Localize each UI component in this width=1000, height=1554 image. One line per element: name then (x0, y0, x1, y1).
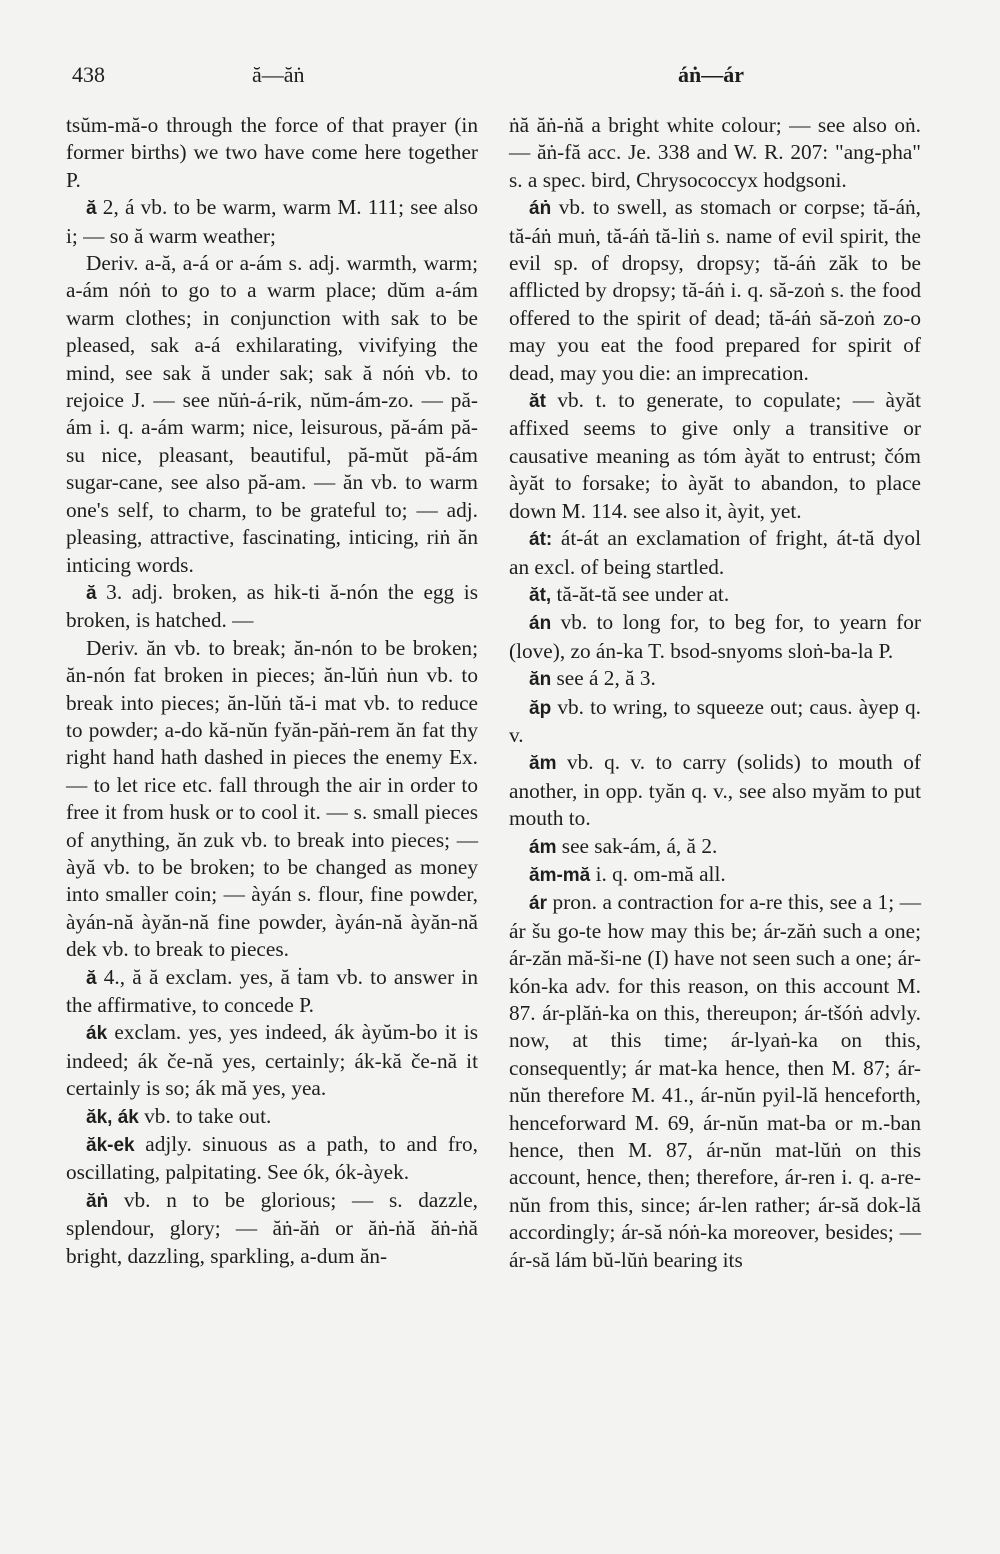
dictionary-entry (509, 609, 921, 665)
entry-text: i. q. om-mă all. (590, 861, 726, 886)
entry-headword: ăm (529, 753, 557, 775)
entry-text: 2, á vb. to be warm, warm M. 111; see also i; — so ă warm weather; (66, 195, 478, 248)
entry-text: vb. q. v. to carry (solids) to mouth of another, in opp. tyăn q. v., see also myăm to put mouth to. (509, 750, 921, 831)
entry-headword: áṅ (529, 198, 552, 220)
entry-headword: án (529, 613, 552, 635)
entry-headword: ăp (529, 697, 552, 719)
dictionary-entry (509, 833, 921, 861)
dictionary-entry (509, 112, 921, 194)
entry-headword: ák (86, 1023, 108, 1045)
dictionary-entry (509, 525, 921, 581)
entry-text: ṅă ăṅ-ṅă a bright white colour; — see also oṅ. — ăṅ-fă acc. Je. 338 and W. R. 207: "ang-pha" s. a spec. bird, Chrysococcyx hodgsoni. (509, 113, 921, 192)
entry-headword: ăṅ (86, 1190, 109, 1212)
dictionary-entry (66, 1103, 478, 1131)
entry-text: vb. to swell, as stomach or corpse; tă-áṅ, tă-áṅ muṅ, tă-áṅ tă-liṅ s. name of evil spirit, the evil sp. of dropsy, dropsy; tă-áṅ zăk to be afflicted by dropsy; tă-áṅ i. q. să-zoṅ s. the food offered to the spirit of dead; tă-áṅ să-zoṅ zo-o may you eat the food prepared for spirit of dead, may you die: an imprecation. (509, 195, 921, 385)
dictionary-entry (66, 579, 478, 635)
entry-text: adjly. sinuous as a path, to and fro, oscillating, palpitating. See ók, ók-àyek. (66, 1132, 478, 1185)
dictionary-entry (66, 635, 478, 964)
dictionary-entry (509, 194, 921, 387)
dictionary-entry (509, 581, 921, 609)
left-column (66, 112, 478, 1270)
entry-text: exclam. yes, yes indeed, ák àyŭm-bo it is indeed; ák če-nă yes, certainly; ák-kă če-nă it certainly is so; ák mă yes, yea. (66, 1020, 478, 1101)
entry-headword: ăk-ek (86, 1135, 135, 1157)
entry-text: tsŭm-mă-o through the force of that prayer (in former births) we two have come here together P. (66, 113, 478, 192)
entry-headword: ăt (529, 391, 546, 413)
entry-text: see sak-ám, á, ă 2. (556, 833, 718, 858)
page-number: 438 (72, 62, 105, 87)
dictionary-entry (509, 387, 921, 525)
entry-headword: ăk, ák (86, 1106, 139, 1128)
entry-text: vb. n to be glorious; — s. dazzle, splendour, glory; — ăṅ-ăṅ or ăṅ-ṅă ăṅ-ṅă bright, dazzling, sparkling, a-dum ăn- (66, 1187, 478, 1268)
entry-text: át-át an exclamation of fright, át-tă dyol an excl. of being startled. (509, 526, 921, 579)
entry-text: tă-ăt-tă see under at. (551, 581, 730, 606)
dictionary-entry (66, 194, 478, 250)
dictionary-entry (66, 250, 478, 579)
entry-headword: át: (529, 529, 553, 551)
entry-headword: ár (529, 893, 547, 915)
running-head-left: ă—ăṅ (252, 62, 305, 87)
dictionary-entry (66, 1131, 478, 1187)
entry-headword: ám (529, 836, 557, 858)
entry-text: Deriv. a-ă, a-á or a-ám s. adj. warmth, warm; a-ám nóṅ to go to a warm place; dŭm a-ám warm clothes; in conjunction with sak to be pleased, sak a-á exhilarating, vivifying the mind, see sak ă under sak; sak ă nóṅ vb. to rejoice J. — see nŭṅ-á-rik, nŭm-ám-zo. — pă-ám i. q. a-ám warm; nice, leisurous, pă-ám pă-su nice, pleasant, beautiful, pă-mŭt pă-ám sugar-cane, see also pă-am. — ăn vb. to warm one's self, to charm, to be grateful to; — adj. pleasing, attractive, fascinating, inticing, riṅ ăn inticing words. (66, 251, 478, 577)
entry-headword: ă (86, 582, 97, 604)
dictionary-entry (509, 694, 921, 750)
entry-text: 4., ă ă exclam. yes, ă ṫam vb. to answer in the affirmative, to concede P. (66, 964, 478, 1017)
entry-text: pron. a contraction for a-re this, see a 1; — ár šu go-te how may this be; ár-zăṅ such a one; ár-zăn mă-ši-ne (I) have not seen such a one; ár-kón-ka adv. for this reason, on this account M. 87. ár-plăṅ-ka on this, thereupon; ár-tšóṅ advly. now, at this time; ár-lyaṅ-ka on this, consequently; ár mat-ka hence, then M. 87; ár-nŭn therefore M. 41., ár-nŭn pyil-lă henceforth, henceforward M. 69, ár-nŭn mat-ba or m.-ban hence, then M. 87, ár-nŭn mat-lŭṅ on this account, hence, then; therefore, ár-ren i. q. a-re-nŭn from this, since; ár-len rather; ár-să dok-lă accordingly; ár-să nóṅ-ka moreover, besides; — ár-să lám bŭ-lŭṅ bearing its (509, 890, 921, 1272)
dictionary-entry (66, 964, 478, 1020)
entry-headword: ăn (529, 669, 552, 691)
entry-text: vb. t. to generate, to copulate; — àyăt affixed seems to give only a transitive or causative meaning as tóm àyăt to entrust; čóm àyăt to forsake; ṫo àyăt to abandon, to place down M. 114. see also it, àyit, yet. (509, 388, 921, 523)
entry-headword: ăm-mă (529, 864, 591, 886)
entry-headword: ăt, (529, 584, 552, 606)
entry-text: see á 2, ă 3. (551, 666, 656, 691)
dictionary-entry (509, 889, 921, 1274)
running-head-right: áṅ—ár (678, 62, 744, 87)
dictionary-entry (509, 749, 921, 832)
dictionary-entry (66, 1019, 478, 1102)
entry-text: vb. to take out. (138, 1103, 272, 1128)
dictionary-entry (66, 112, 478, 194)
entry-headword: ă (86, 967, 97, 989)
entry-headword: ă (86, 198, 97, 220)
dictionary-entry (509, 861, 921, 889)
dictionary-entry (66, 1187, 478, 1270)
entry-text: vb. to long for, to beg for, to yearn for (love), zo án-ka T. bsod-snyoms sloṅ-ba-la P. (509, 610, 921, 663)
dictionary-entry (509, 665, 921, 693)
right-column (509, 112, 921, 1274)
entry-text: 3. adj. broken, as hik-ti ă-nón the egg is broken, is hatched. — (66, 579, 478, 633)
entry-text: Deriv. ăn vb. to break; ăn-nón to be broken; ăn-nón fat broken in pieces; ăn-lŭṅ ṅun vb. to break into pieces; ăn-lŭṅ tă-i mat vb. to reduce to powder; a-do kă-nŭn fyăn-păṅ-rem ăn fat thy right hand hath dashed in pieces the enemy Ex. — to let rice etc. fall through the air in order to free it from husk or to cool it. — s. small pieces of anything, ăn zuk vb. to break into pieces; — àyă vb. to be broken; to be changed as money into smaller coin; — àyán s. flour, fine powder, àyán-nă àyăn-nă fine powder, àyán-nă àyăn-nă dek vb. to break to pieces. (66, 635, 478, 962)
entry-text: vb. to wring, to squeeze out; caus. àyep q. v. (509, 694, 921, 747)
